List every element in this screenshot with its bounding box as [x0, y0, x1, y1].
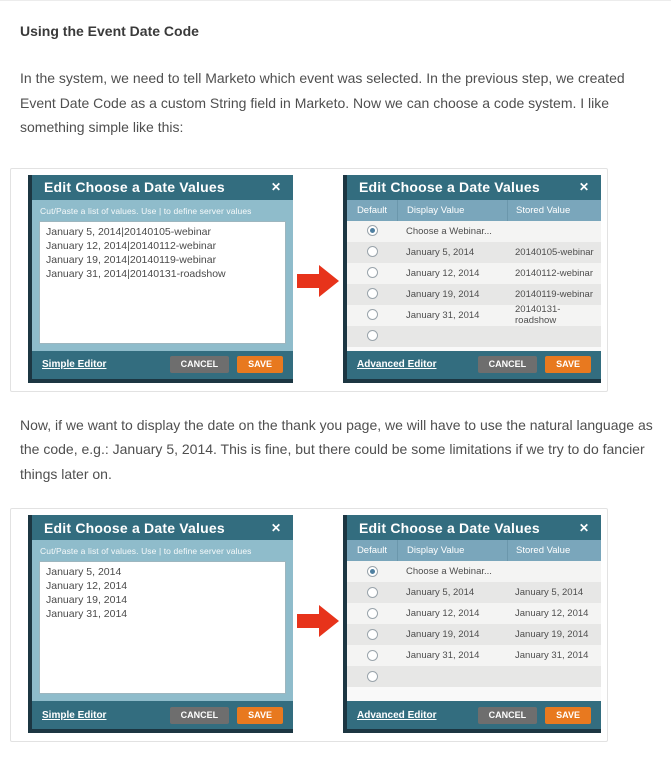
intro-paragraph: In the system, we need to tell Marketo which event was selected. In the previous step, we created Event Date Code as a custom String field in Marketo. Now we can choose a code system. I like something simple like this: — [20, 70, 625, 135]
column-header-default: Default — [356, 545, 388, 556]
dialog-body — [32, 200, 293, 351]
arrow-head — [319, 605, 339, 637]
display-value-cell: January 31, 2014 — [406, 309, 480, 321]
display-value-cell: January 19, 2014 — [406, 288, 480, 300]
column-header-stored-value: Stored Value — [507, 200, 601, 221]
display-value-cell: January 5, 2014 — [406, 246, 475, 258]
close-icon[interactable]: ✕ — [270, 180, 281, 194]
table-row — [347, 624, 601, 645]
advanced-editor-dialog — [343, 515, 601, 733]
default-cell — [347, 330, 397, 341]
arrow-tail — [297, 614, 319, 628]
simple-editor-link[interactable]: Simple Editor — [42, 709, 107, 721]
cancel-button[interactable]: CANCEL — [170, 356, 230, 373]
right-arrow-icon — [297, 265, 339, 297]
default-radio[interactable] — [367, 587, 378, 598]
display-value-cell: Choose a Webinar... — [406, 225, 492, 237]
display-value-cell: January 12, 2014 — [406, 608, 480, 619]
default-cell — [347, 650, 397, 661]
column-header-default: Default — [356, 204, 388, 216]
default-cell — [347, 246, 397, 257]
stored-value-cell: January 19, 2014 — [515, 629, 589, 640]
values-textarea[interactable] — [39, 561, 286, 694]
default-radio[interactable] — [367, 650, 378, 661]
dialog-header — [32, 175, 293, 200]
default-cell — [347, 288, 397, 299]
save-button[interactable]: SAVE — [545, 707, 591, 724]
dialog-title: Edit Choose a Date Values — [359, 179, 540, 195]
dialog-body — [32, 540, 293, 701]
column-header-display-value: Display Value — [397, 540, 507, 561]
default-cell — [347, 225, 397, 236]
save-button[interactable]: SAVE — [237, 707, 283, 724]
display-value-cell: January 31, 2014 — [406, 650, 480, 661]
table-row — [347, 603, 601, 624]
dialog-footer — [32, 701, 293, 729]
simple-editor-link[interactable]: Simple Editor — [42, 359, 107, 370]
save-button[interactable]: SAVE — [237, 356, 283, 373]
column-header-display-value: Display Value — [397, 200, 507, 221]
default-radio[interactable] — [367, 629, 378, 640]
display-value-cell: January 5, 2014 — [406, 587, 475, 598]
close-icon[interactable]: ✕ — [578, 180, 589, 194]
default-radio[interactable] — [367, 671, 378, 682]
table-row — [347, 666, 601, 687]
column-header-stored-value: Stored Value — [507, 540, 601, 561]
dialog-footer — [347, 701, 601, 729]
table-row — [347, 582, 601, 603]
display-value-cell: January 19, 2014 — [406, 629, 480, 640]
close-icon[interactable]: ✕ — [270, 520, 281, 535]
simple-editor-dialog — [28, 175, 293, 383]
simple-editor-dialog — [28, 515, 293, 733]
transform-arrow-zone — [293, 265, 343, 297]
default-radio[interactable] — [367, 309, 378, 320]
table-row — [347, 645, 601, 666]
advanced-editor-link[interactable]: Advanced Editor — [357, 359, 437, 370]
table-empty-area — [347, 687, 601, 701]
display-value-cell: January 12, 2014 — [406, 267, 480, 279]
body-paragraph: Now, if we want to display the date on the thank you page, we will have to use the natural language as the code, e.g.: January 5, 2014. This is fine, but there could be some limitations if we try to do fancier things later on. — [20, 416, 653, 482]
values-textarea[interactable] — [39, 221, 286, 344]
hint-text: Cut/Paste a list of values. Use | to define server values — [40, 546, 252, 556]
default-cell — [347, 587, 397, 598]
transform-arrow-zone — [293, 605, 343, 637]
default-radio[interactable] — [367, 330, 378, 341]
figure-code-values — [10, 168, 608, 392]
default-cell — [347, 309, 397, 320]
dialog-header — [347, 175, 601, 200]
dialog-title: Edit Choose a Date Values — [359, 519, 540, 536]
table-header-row — [347, 540, 601, 561]
stored-value-cell: 20140112-webinar — [515, 267, 593, 279]
table-row — [347, 221, 601, 242]
default-cell — [347, 267, 397, 278]
arrow-head — [319, 265, 339, 297]
dialog-header — [32, 515, 293, 540]
stored-value-cell: 20140119-webinar — [515, 288, 593, 300]
default-radio[interactable] — [367, 267, 378, 278]
hint-text: Cut/Paste a list of values. Use | to define server values — [40, 205, 252, 216]
cancel-button[interactable]: CANCEL — [170, 707, 230, 724]
dialog-title: Edit Choose a Date Values — [44, 519, 225, 536]
stored-value-cell: 20140105-webinar — [515, 246, 594, 258]
advanced-editor-dialog — [343, 175, 601, 383]
stored-value-cell: January 31, 2014 — [515, 650, 589, 661]
stored-value-cell: January 5, 2014 — [515, 587, 584, 598]
figure-natural-language-values — [10, 508, 608, 742]
dialog-header — [347, 515, 601, 540]
dialog-footer — [32, 351, 293, 379]
arrow-tail — [297, 274, 319, 288]
advanced-editor-link[interactable]: Advanced Editor — [357, 709, 437, 721]
default-radio[interactable] — [367, 566, 378, 577]
display-value-cell: Choose a Webinar... — [406, 566, 492, 577]
table-row — [347, 305, 601, 326]
stored-value-cell: 20140131-roadshow — [515, 304, 561, 326]
table-row — [347, 561, 601, 582]
dialog-footer — [347, 351, 601, 379]
default-cell — [347, 671, 397, 682]
cancel-button[interactable]: CANCEL — [478, 356, 538, 373]
default-cell — [347, 608, 397, 619]
cancel-button[interactable]: CANCEL — [478, 707, 538, 724]
default-radio[interactable] — [367, 225, 378, 236]
table-header-row — [347, 200, 601, 221]
default-radio[interactable] — [367, 608, 378, 619]
table-row — [347, 326, 601, 347]
right-arrow-icon — [297, 605, 339, 637]
table-row — [347, 242, 601, 263]
table-row — [347, 284, 601, 305]
default-radio[interactable] — [367, 246, 378, 257]
page-title: Using the Event Date Code — [20, 23, 199, 39]
dialog-title: Edit Choose a Date Values — [44, 179, 225, 195]
table-row — [347, 263, 601, 284]
stored-value-cell: January 12, 2014 — [515, 608, 589, 619]
close-icon[interactable]: ✕ — [578, 520, 589, 535]
default-cell — [347, 566, 397, 577]
save-button[interactable]: SAVE — [545, 356, 591, 373]
default-radio[interactable] — [367, 288, 378, 299]
default-cell — [347, 629, 397, 640]
